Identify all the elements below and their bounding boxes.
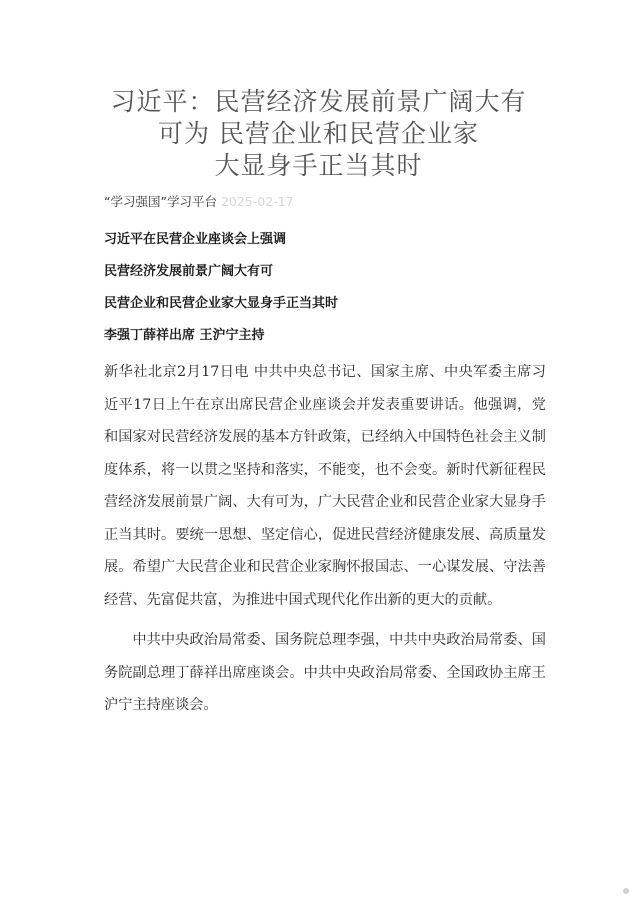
article-body [104,356,546,722]
body-paragraph-1: 新华社北京2月17日电 中共中央总书记、国家主席、中央军委主席习近平17日上午在京出席民营企业座谈会并发表重要讲话。他强调，党和国家对民营经济发展的基本方针政策，已经纳入中国特色社会主义制度体系，将一以贯之坚持和落实，不能变，也不会变。新时代新征程民营经济发展前景广阔、大有可为，广大民营企业和民营企业家大显身手正当其时。要统一思想、坚定信心，促进民营经济健康发展、高质量发展。希望广大民营企业和民营企业家胸怀报国志、一心谋发展、守法善经营、先富促共富，为推进中国式现代化作出新的更大的贡献。 [104,364,546,608]
headline-2: 民营经济发展前景广阔大有可 [104,264,274,279]
headline-list [104,230,544,358]
body-paragraph-2: 中共中央政治局常委、国务院总理李强，中共中央政治局常委、国务院副总理丁薛祥出席座谈会。中共中央政治局常委、全国政协主席王沪宁主持座谈会。 [104,632,546,713]
publish-date: 2025-02-17 [220,194,294,209]
title-line-2: 可为 民营企业和民营企业家 [158,119,479,148]
scan-dot [623,888,629,894]
article-title [0,86,637,182]
title-line-3: 大显身手正当其时 [214,151,423,180]
title-line-1: 习近平：民营经济发展前景广阔大有 [110,87,527,116]
headline-3: 民营企业和民营企业家大显身手正当其时 [104,296,339,311]
source-name: “学习强国”学习平台 [104,194,217,209]
source-line [104,193,294,211]
headline-1: 习近平在民营企业座谈会上强调 [104,232,287,247]
headline-4: 李强丁薛祥出席 王沪宁主持 [104,328,265,343]
